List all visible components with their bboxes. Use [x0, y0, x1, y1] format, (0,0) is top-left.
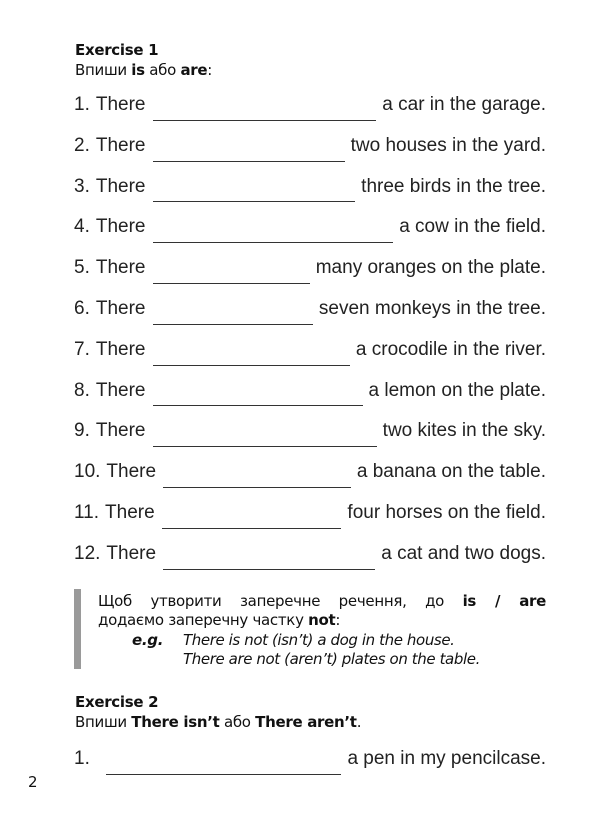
item-number: 6. — [74, 297, 90, 319]
item-number: 5. — [74, 257, 90, 279]
exercise-2-title: Exercise 2 — [75, 693, 159, 711]
exercise-item — [74, 216, 546, 257]
item-lead: There — [95, 134, 146, 156]
item-lead: There — [95, 297, 146, 319]
item-rest: three birds in the tree. — [361, 175, 546, 197]
item-rest: a pen in my pencilcase. — [347, 748, 546, 769]
answer-blank[interactable] — [163, 569, 375, 570]
exercise-item — [74, 543, 546, 584]
exercise-2-list — [74, 748, 546, 789]
exercise-item — [74, 257, 546, 298]
note-bold: not — [308, 611, 336, 629]
exercise-item — [74, 748, 546, 789]
answer-blank[interactable] — [153, 365, 350, 366]
item-number: 7. — [74, 338, 90, 360]
item-rest: two kites in the sky. — [382, 420, 546, 442]
item-rest: a banana on the table. — [356, 461, 546, 483]
answer-blank[interactable] — [153, 405, 363, 406]
note-line-1 — [98, 592, 546, 610]
note-text: додаємо заперечну частку — [98, 611, 309, 629]
example-sentence: There are not (aren’t) plates on the table. — [183, 650, 480, 668]
answer-blank[interactable] — [163, 487, 351, 488]
page-number: 2 — [28, 773, 38, 791]
answer-blank[interactable] — [153, 201, 356, 202]
answer-blank[interactable] — [153, 283, 310, 284]
instruction-text: : — [207, 61, 212, 79]
item-lead: There — [95, 216, 146, 238]
item-number: 10. — [74, 461, 101, 483]
note-bold: is / are — [462, 592, 546, 610]
exercise-item — [74, 461, 546, 502]
item-lead: There — [95, 257, 146, 279]
answer-blank[interactable] — [153, 120, 377, 121]
instruction-bold-is: is — [131, 61, 145, 79]
item-lead: There — [106, 542, 157, 564]
item-number: 2. — [74, 134, 90, 156]
item-rest: a cow in the field. — [399, 216, 546, 238]
instruction-text: . — [356, 713, 362, 731]
instruction-text: Впиши — [75, 61, 132, 79]
exercise-item — [74, 380, 546, 421]
exercise-1-title: Exercise 1 — [75, 41, 159, 59]
instruction-bold-are: are — [180, 61, 208, 79]
note-line-2 — [98, 611, 340, 629]
grammar-note — [74, 589, 546, 669]
item-number: 11. — [74, 501, 100, 523]
instruction-bold: There aren’t — [255, 713, 357, 731]
item-number: 9. — [74, 420, 90, 442]
item-lead: There — [95, 420, 146, 442]
exercise-1-list — [74, 94, 546, 584]
item-rest: two houses in the yard. — [350, 134, 546, 156]
item-rest: many oranges on the plate. — [315, 257, 546, 279]
instruction-text: або — [219, 713, 256, 731]
exercise-item — [74, 339, 546, 380]
answer-blank[interactable] — [153, 242, 394, 243]
exercise-item — [74, 176, 546, 217]
answer-blank[interactable] — [153, 324, 313, 325]
example-sentence: There is not (isn’t) a dog in the house. — [183, 631, 455, 649]
exercise-1-instruction — [75, 61, 212, 79]
item-rest: a car in the garage. — [382, 94, 546, 115]
answer-blank[interactable] — [106, 774, 342, 775]
exercise-item — [74, 298, 546, 339]
instruction-text: Впиши — [75, 713, 132, 731]
answer-blank[interactable] — [153, 161, 345, 162]
example-label: e.g. — [132, 631, 164, 649]
item-number: 8. — [74, 379, 90, 401]
item-lead: There — [95, 175, 146, 197]
item-number: 4. — [74, 216, 90, 238]
item-number: 1. — [74, 94, 90, 115]
item-rest: four horses on the field. — [347, 501, 546, 523]
answer-blank[interactable] — [153, 446, 377, 447]
note-accent-bar — [74, 589, 81, 669]
item-lead: There — [95, 94, 146, 115]
note-text: Щоб утворити заперечне речення, до — [98, 592, 463, 610]
instruction-bold: There isn’t — [131, 713, 220, 731]
item-lead: There — [105, 501, 155, 523]
item-rest: seven monkeys in the tree. — [318, 297, 546, 319]
item-number: 1. — [74, 748, 90, 769]
answer-blank[interactable] — [162, 528, 342, 529]
item-number: 12. — [74, 542, 101, 564]
exercise-item — [74, 135, 546, 176]
exercise-2-instruction — [75, 713, 361, 731]
exercise-item — [74, 94, 546, 135]
item-rest: a lemon on the plate. — [368, 379, 546, 401]
note-text: : — [335, 611, 341, 629]
exercise-item — [74, 502, 546, 543]
item-lead: There — [106, 461, 157, 483]
item-number: 3. — [74, 175, 90, 197]
exercise-item — [74, 420, 546, 461]
item-lead: There — [95, 379, 146, 401]
instruction-text: або — [144, 61, 181, 79]
item-lead: There — [95, 338, 146, 360]
item-rest: a cat and two dogs. — [381, 542, 546, 564]
item-rest: a crocodile in the river. — [355, 338, 546, 360]
